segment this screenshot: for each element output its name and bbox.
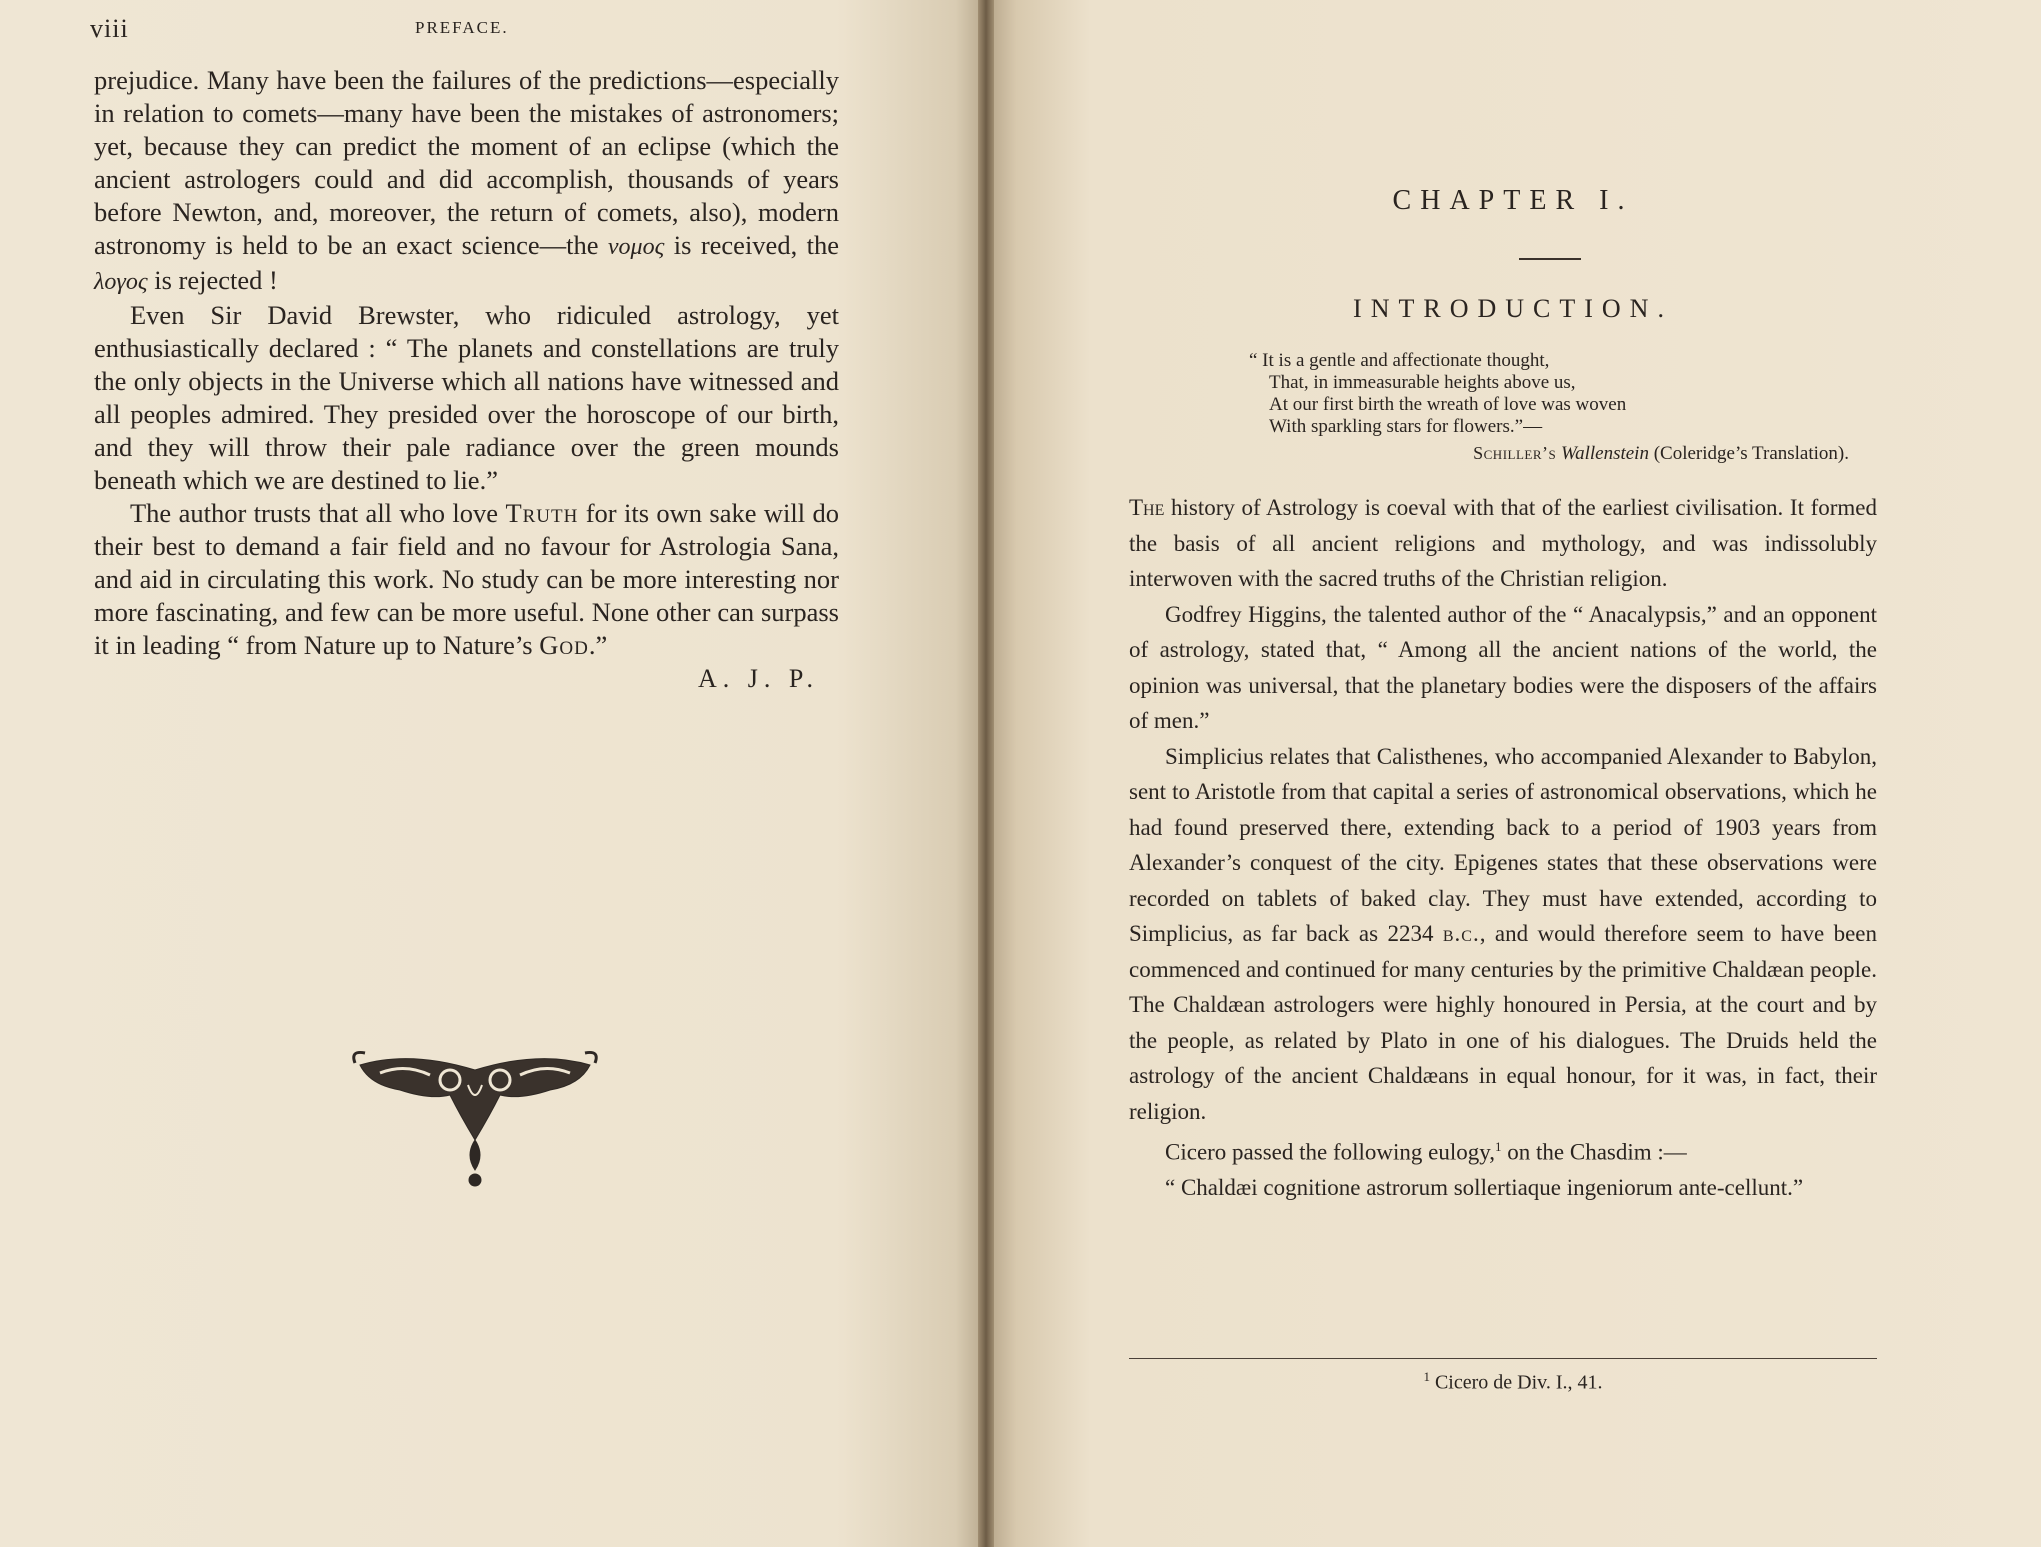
running-head — [90, 14, 930, 54]
left-page — [0, 0, 985, 1547]
paragraph: Godfrey Higgins, the talented author of the “ Anacalypsis,” and an opponent of astrology, stated that, “ Among all the ancient nations of the world, the opinion was universal, that the planetary bodies were the disposers of the affairs of men.” — [1129, 601, 1877, 733]
epigraph-line: With sparkling stars for flowers.”— — [1269, 416, 1543, 437]
epigraph-attribution: Schiller’s Wallenstein (Coleridge’s Translation). — [1473, 443, 1849, 464]
paragraph: Simplicius relates that Calisthenes, who accompanied Alexander to Babylon, sent to Aristotle from that capital a series of astronomical observations, which he had found preserved there, extending back to a period of 1903 years from Alexander’s conquest of the city. Epigenes states that these observations were recorded on tablets of baked clay. They must have extended, according to Simplicius, as far back as 2234 b.c., and would therefore seem to have been commenced and continued for many centuries by the primitive Chaldæan people. The Chaldæan astrologers were highly honoured in Persia, at the court and by the people, as related by Plato in one of his dialogues. The Druids held the astrology of the ancient Chaldæans in equal honour, for it was, in fact, their religion. — [1129, 743, 1877, 1124]
epigraph-line: At our first birth the wreath of love was woven — [1269, 394, 1627, 415]
paragraph: Even Sir David Brewster, who ridiculed astrology, yet enthusiastically declared : “ The planets and constellations are truly the only objects in the Universe which all nations have witnessed and all peoples admired. They presided over the horoscope of our birth, and they will throw their pale radiance over the green mounds beneath which we are destined to lie.” — [94, 300, 839, 495]
paragraph: The history of Astrology is coeval with that of the earliest civilisation. It formed the basis of all ancient religions and mythology, and was indissolubly interwoven with the sacred truths of the Christian religion. — [1129, 495, 1877, 591]
ornament-tailpiece-icon — [350, 1045, 600, 1195]
signature: A. J. P. — [698, 664, 819, 693]
book-gutter — [978, 0, 994, 1547]
paragraph: The author trusts that all who love Truth for its own sake will do their best to demand a fair field and no favour for Astrologia Sana, and aid in circulating this work. No study can be more interesting nor more fascinating, and few can be more useful. None other can surpass it in leading “ from Nature up to Nature’s God.” — [94, 498, 839, 660]
paragraph: prejudice. Many have been the failures of the predictions—especially in relation to comets—many have been the mistakes of astronomers; yet, because they can predict the moment of an eclipse (which the ancient astrologers could and did accomplish, thousands of years before Newton, and, moreover, the return of comets, also), modern astronomy is held to be an exact science—the νομος is received, the λογος is rejected ! — [94, 65, 839, 295]
footnote-ref[interactable]: 1 — [1495, 1139, 1502, 1154]
epigraph-line: “ It is a gentle and affectionate thought, — [1249, 350, 1550, 371]
chapter-text — [1129, 490, 1877, 1206]
section-heading: INTRODUCTION. — [1353, 294, 1673, 323]
page-number: viii — [90, 14, 129, 43]
running-title: PREFACE. — [415, 18, 509, 37]
footnote: $^1$ Cicero de Div. I., 41. — [1423, 1369, 1603, 1394]
chapter-heading: CHAPTER I. — [1392, 185, 1634, 216]
greek-word: λογος — [94, 269, 148, 295]
paragraph: Cicero passed the following eulogy,$^1$ on the Chasdim :— — [1165, 1139, 1687, 1165]
footnote-rule — [1129, 1358, 1877, 1359]
epigraph — [1249, 350, 1849, 465]
preface-text — [94, 64, 839, 695]
right-page — [985, 0, 2041, 1547]
latin-quote: “ Chaldæi cognitione astrorum sollertiaque ingeniorum ante-cellunt.” — [1165, 1175, 1804, 1201]
chapter-rule — [1519, 258, 1581, 260]
greek-word: νομος — [607, 234, 665, 260]
epigraph-line: That, in immeasurable heights above us, — [1269, 372, 1576, 393]
